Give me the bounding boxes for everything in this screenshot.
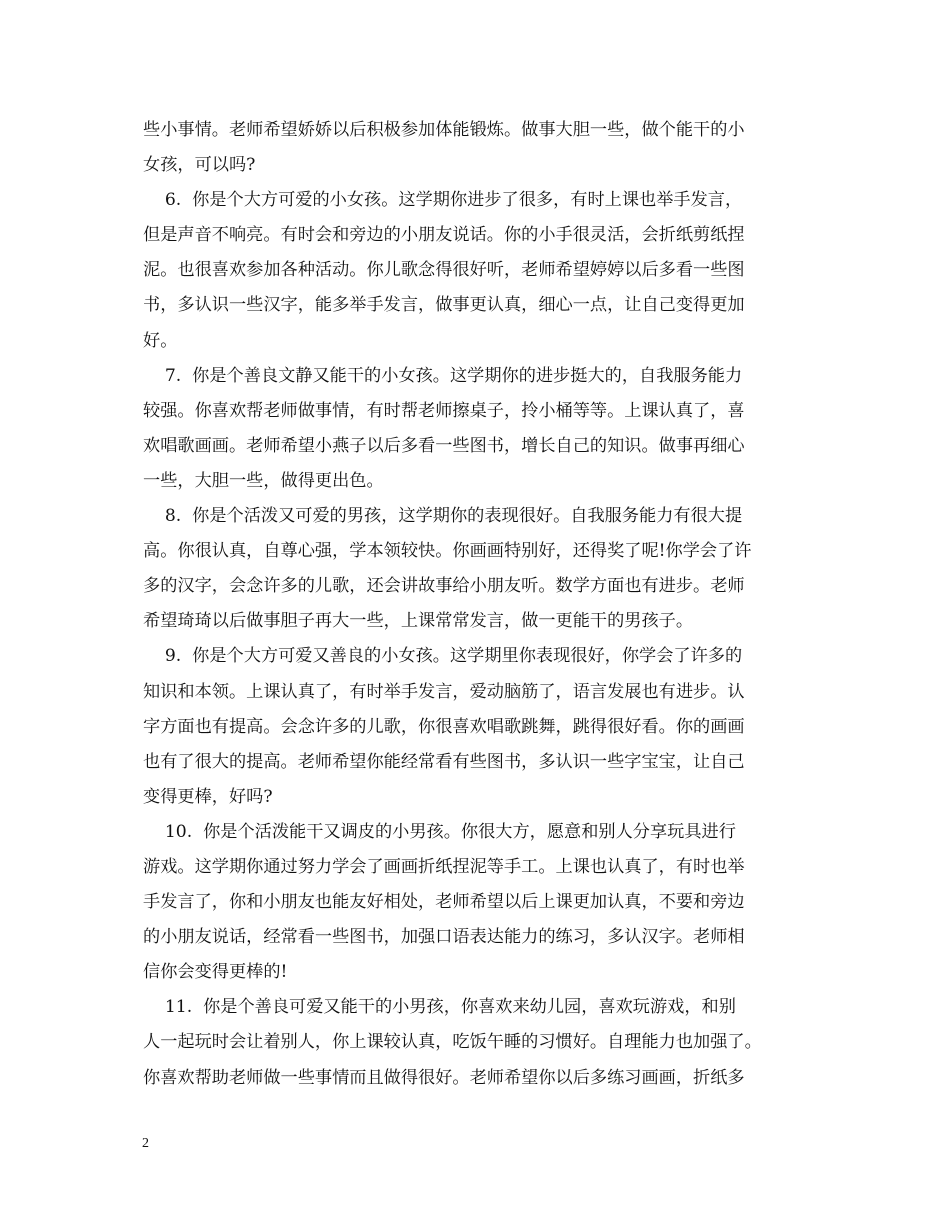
text-line: 些小事情。老师希望娇娇以后积极参加体能锻炼。做事大胆一些，做个能干的小 bbox=[143, 120, 745, 140]
text-line: 好。 bbox=[143, 330, 178, 351]
text-line: 女孩，可以吗? bbox=[143, 155, 256, 176]
text-line: 手发言了，你和小朋友也能友好相处，老师希望以后上课更加认真，不要和旁边 bbox=[143, 892, 745, 913]
text-line: 信你会变得更棒的! bbox=[143, 962, 288, 983]
text-line: 游戏。这学期你通过努力学会了画画折纸捏泥等手工。上课也认真了，有时也举 bbox=[143, 856, 745, 877]
text-line: 10. 你是个活泼能干又调皮的小男孩。你很大方，愿意和别人分享玩具进行 bbox=[143, 821, 736, 842]
text-line: 你喜欢帮助老师做一些事情而且做得很好。老师希望你以后多练习画画，折纸多 bbox=[143, 1067, 745, 1088]
text-line: 字方面也有提高。会念许多的儿歌，你很喜欢唱歌跳舞，跳得很好看。你的画画 bbox=[143, 716, 745, 737]
text-line: 高。你很认真，自尊心强，学本领较快。你画画特别好，还得奖了呢!你学会了许 bbox=[143, 541, 752, 562]
text-line: 变得更棒，好吗? bbox=[143, 786, 273, 807]
text-line: 11. 你是个善良可爱又能干的小男孩，你喜欢来幼儿园，喜欢玩游戏，和别 bbox=[143, 997, 736, 1018]
text-line: 7. 你是个善良文静又能干的小女孩。这学期你的进步挺大的，自我服务能力 bbox=[143, 365, 743, 386]
body-text bbox=[143, 113, 807, 1096]
text-line: 一些，大胆一些，做得更出色。 bbox=[143, 470, 384, 491]
text-line: 也有了很大的提高。老师希望你能经常看有些图书，多认识一些字宝宝，让自己 bbox=[143, 751, 745, 772]
page-number: 2 bbox=[142, 1136, 149, 1151]
text-line: 8. 你是个活泼又可爱的男孩，这学期你的表现很好。自我服务能力有很大提 bbox=[143, 506, 743, 527]
text-line: 欢唱歌画画。老师希望小燕子以后多看一些图书，增长自己的知识。做事再细心 bbox=[143, 435, 745, 456]
text-line: 希望琦琦以后做事胆子再大一些，上课常常发言，做一更能干的男孩子。 bbox=[143, 611, 694, 632]
text-line: 6. 你是个大方可爱的小女孩。这学期你进步了很多，有时上课也举手发言， bbox=[143, 190, 743, 211]
text-line: 人一起玩时会让着别人，你上课较认真，吃饭午睡的习惯好。自理能力也加强了。 bbox=[143, 1032, 762, 1053]
text-line: 较强。你喜欢帮老师做事情，有时帮老师擦桌子，拎小桶等等。上课认真了，喜 bbox=[143, 400, 745, 421]
text-line: 但是声音不响亮。有时会和旁边的小朋友说话。你的小手很灵活，会折纸剪纸捏 bbox=[143, 225, 745, 246]
text-line: 书，多认识一些汉字，能多举手发言，做事更认真，细心一点，让自己变得更加 bbox=[143, 295, 745, 316]
text-line: 泥。也很喜欢参加各种活动。你儿歌念得很好听，老师希望婷婷以后多看一些图 bbox=[143, 260, 745, 281]
text-line: 多的汉字，会念许多的儿歌，还会讲故事给小朋友听。数学方面也有进步。老师 bbox=[143, 576, 745, 597]
text-line: 知识和本领。上课认真了，有时举手发言，爱动脑筋了，语言发展也有进步。认 bbox=[143, 681, 745, 702]
text-line: 9. 你是个大方可爱又善良的小女孩。这学期里你表现很好，你学会了许多的 bbox=[143, 646, 743, 667]
text-line: 的小朋友说话，经常看一些图书，加强口语表达能力的练习，多认汉字。老师相 bbox=[143, 927, 745, 948]
